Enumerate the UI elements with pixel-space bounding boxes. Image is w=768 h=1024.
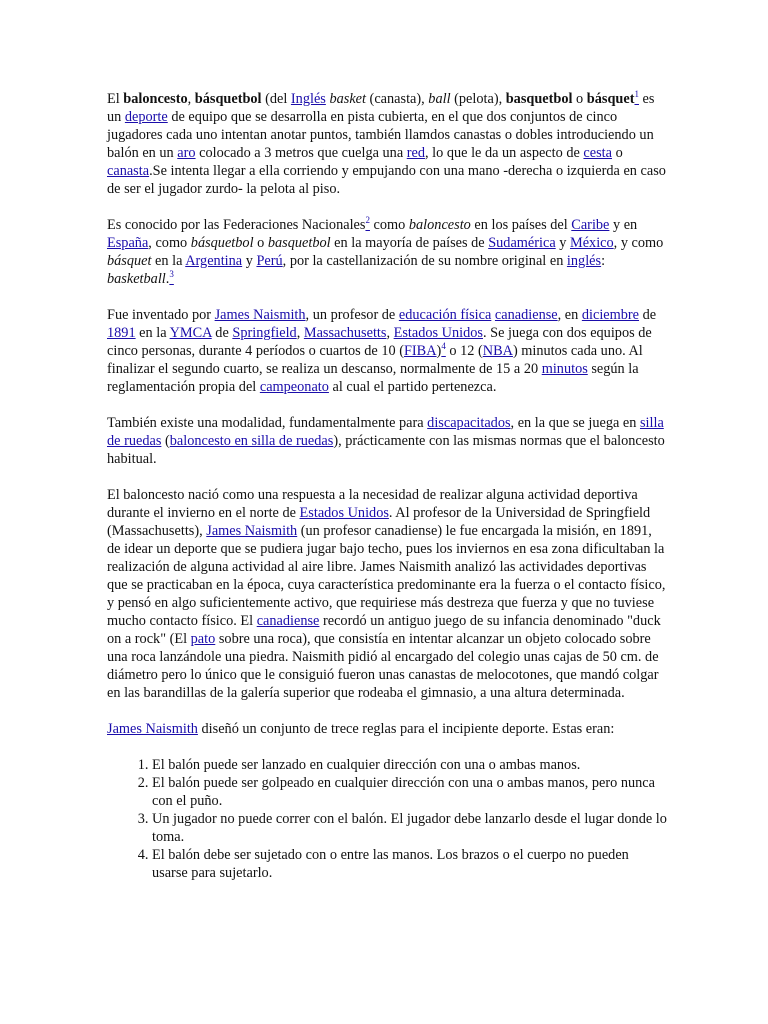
text-run: es un (107, 91, 655, 125)
link-text: YMCA (169, 325, 212, 341)
link-text: 4 (441, 341, 446, 352)
text-run: , en (557, 307, 582, 323)
text-run: al cual el partido pertenezca. (328, 379, 497, 395)
italic-term: basket (329, 91, 366, 107)
link-text: 1891 (107, 325, 136, 341)
link-text: diciembre (581, 307, 640, 323)
link-text: Estados Unidos (299, 505, 389, 521)
wiki-link[interactable] (394, 325, 483, 341)
link-text: Springfield (232, 325, 297, 341)
text-run: sobre una roca), que consistía en intentar alcanzar un objeto colocado sobre una roca lanzándole una piedra. Naismith pidió al encargado del colegio unas cajas de 50 cm. de diámetro pero lo único que le consiguió fueron unas canastas de melocotones, que mandó colgar en las barandillas de la galería superior que rodeaba el gimnasio, a una altura determinada. (107, 631, 659, 701)
text-run: de (211, 325, 233, 341)
text-run: o 12 ( (445, 343, 483, 359)
wiki-link[interactable] (170, 433, 334, 449)
text-run: : (601, 253, 606, 269)
link-text: campeonato (259, 379, 329, 395)
link-text: silla de ruedas (107, 415, 664, 449)
wiki-link[interactable] (215, 307, 306, 323)
wiki-link[interactable] (107, 235, 148, 251)
text-run: o (253, 235, 268, 251)
text-run: diseñó un conjunto de trece reglas para el incipiente deporte. Estas eran: (197, 721, 615, 737)
text-run: , como (148, 235, 191, 251)
wiki-link[interactable] (582, 307, 639, 323)
paragraph-5 (107, 486, 667, 702)
italic-term: basketball (107, 271, 166, 287)
text-run: (un profesor canadiense) le fue encargada la misión, en 1891, de idear un deporte que se pudiera jugar bajo techo, pues los inviernos en esa zona dificultaban la realización de alguna actividad al aire libre. James Naismith analizó las actividades deportivas que se practicaban en la época, cuya característica predominante era la fuerza o el contacto físico, y pensó en algo suficientemente activo, que requiriese más destreza que fuerza y que no tuviese mucho contacto físico. El (107, 523, 666, 629)
wiki-link[interactable] (185, 253, 242, 269)
wiki-link[interactable] (567, 253, 601, 269)
link-text: minutos (541, 361, 588, 377)
text-run: según la reglamentación propia del (107, 361, 639, 395)
text-run: o (572, 91, 587, 107)
wiki-link[interactable] (107, 163, 149, 179)
link-text: Perú (256, 253, 283, 269)
wiki-link[interactable] (170, 325, 212, 341)
text-run: (pelota), (450, 91, 506, 107)
text-run: . Se juega con dos equipos de cinco personas, durante 4 períodos o cuartos de 10 ( (107, 325, 652, 359)
text-run: (canasta), (365, 91, 429, 107)
wiki-link[interactable] (488, 235, 555, 251)
text-run: recordó un antiguo juego de su infancia denominado "duck on a rock" (El (107, 613, 661, 647)
bold-term: básquet (586, 91, 635, 107)
wiki-link[interactable] (399, 307, 491, 323)
wiki-link[interactable] (177, 145, 195, 161)
text-run: , (187, 91, 195, 107)
link-text: inglés (566, 253, 602, 269)
document-page (107, 90, 667, 882)
text-run: y (555, 235, 570, 251)
text-run: , y como (613, 235, 664, 251)
rule-item: 2. El balón puede ser golpeado en cualquier dirección con una o ambas manos, pero nunca con el puño. (152, 774, 667, 810)
rule-item: 1. El balón puede ser lanzado en cualquier dirección con una o ambas manos. (152, 756, 667, 774)
italic-term: básquet (107, 253, 152, 269)
link-text: deporte (124, 109, 168, 125)
link-text: Massachusetts (303, 325, 387, 341)
text-run: colocado a 3 metros que cuelga una (195, 145, 407, 161)
text-run: , un profesor de (305, 307, 399, 323)
wiki-link[interactable] (206, 523, 297, 539)
text-run: , (296, 325, 304, 341)
link-text: baloncesto en silla de ruedas (169, 433, 334, 449)
link-text: James Naismith (107, 721, 198, 737)
text-run: , lo que le da un aspecto de (425, 145, 584, 161)
text-run: como (369, 217, 409, 233)
link-text: Sudamérica (488, 235, 556, 251)
wiki-link[interactable] (407, 145, 425, 161)
link-text: red (406, 145, 426, 161)
text-run: , en la que se juega en (510, 415, 640, 431)
text-run: También existe una modalidad, fundamentalmente para (107, 415, 428, 431)
rules-list (107, 756, 667, 882)
link-text: James Naismith (214, 307, 306, 323)
text-run: . (165, 271, 170, 287)
text-run: y en (609, 217, 638, 233)
wiki-link[interactable] (570, 235, 614, 251)
wiki-link[interactable] (125, 109, 168, 125)
text-run: en los países del (470, 217, 572, 233)
link-text: 1 (634, 89, 639, 100)
paragraph-4 (107, 414, 667, 468)
paragraph-3 (107, 306, 667, 396)
link-text: canasta (107, 163, 150, 179)
text-run: , por la castellanización de su nombre original en (282, 253, 567, 269)
text-run: en la (135, 325, 170, 341)
text-run: de equipo que se desarrolla en pista cubierta, en el que dos conjuntos de cinco jugadores cada uno intentan anotar puntos, también llamdos canastas o dobles introduciendo un balón en un (107, 109, 654, 161)
wiki-link[interactable] (571, 217, 609, 233)
wiki-link[interactable] (304, 325, 387, 341)
wiki-link[interactable] (107, 325, 136, 341)
text-run: ( (161, 433, 170, 449)
wiki-link[interactable] (427, 415, 510, 431)
text-run: y (242, 253, 257, 269)
paragraph-1 (107, 90, 667, 198)
italic-term: ball (428, 91, 451, 107)
text-run: .Se intenta llegar a ella corriendo y empujando con una mano -derecha o izquierda en caso de ser el jugador zurdo- la pelota al piso. (107, 163, 666, 197)
link-text: educación física (398, 307, 492, 323)
link-text: canadiense (494, 307, 558, 323)
wiki-link[interactable] (542, 361, 588, 377)
link-text: Caribe (571, 217, 610, 233)
text-run: El baloncesto nació como una respuesta a la necesidad de realizar alguna actividad deportiva durante el invierno en el norte de (107, 487, 638, 521)
wiki-link[interactable] (257, 613, 320, 629)
italic-term: basquetbol (267, 235, 331, 251)
link-text: NBA (482, 343, 513, 359)
link-text: discapacitados (427, 415, 511, 431)
link-text: pato (190, 631, 216, 647)
italic-term: baloncesto (408, 217, 471, 233)
paragraph-6 (107, 720, 667, 738)
text-run: o (612, 145, 623, 161)
text-run: Es conocido por las Federaciones Nacionales (107, 217, 366, 233)
link-text: Argentina (185, 253, 243, 269)
text-run: Fue inventado por (107, 307, 215, 323)
wiki-link[interactable] (483, 343, 513, 359)
link-text: canadiense (256, 613, 320, 629)
text-run: ), prácticamente con las mismas normas que el baloncesto habitual. (107, 433, 665, 467)
link-text: cesta (583, 145, 612, 161)
bold-term: baloncesto (123, 91, 188, 107)
paragraph-2 (107, 216, 667, 288)
link-text: 3 (169, 269, 174, 280)
footnote-link[interactable] (169, 271, 174, 287)
wiki-link[interactable] (404, 343, 437, 359)
wiki-link[interactable] (191, 631, 216, 647)
wiki-link[interactable] (300, 505, 389, 521)
text-run: en la (151, 253, 186, 269)
rule-item: 3. Un jugador no puede correr con el balón. El jugador debe lanzarlo desde el lugar donde lo toma. (152, 810, 667, 846)
article-body (107, 90, 667, 738)
wiki-link[interactable] (583, 145, 612, 161)
text-run: (del (261, 91, 291, 107)
italic-term: básquetbol (190, 235, 254, 251)
link-text: James Naismith (206, 523, 298, 539)
wiki-link[interactable] (256, 253, 282, 269)
wiki-link[interactable] (495, 307, 558, 323)
link-text: Estados Unidos (393, 325, 483, 341)
wiki-link[interactable] (291, 91, 326, 107)
link-text: aro (177, 145, 196, 161)
wiki-link[interactable] (107, 721, 198, 737)
wiki-link[interactable] (260, 379, 329, 395)
link-text: FIBA (403, 343, 437, 359)
text-run: , (386, 325, 394, 341)
text-run: ) minutos cada uno. Al finalizar el segundo cuarto, se realiza un descanso, normalmente de 15 a 20 (107, 343, 643, 377)
link-text: Inglés (290, 91, 326, 107)
link-text: México (569, 235, 614, 251)
text-run: de (639, 307, 657, 323)
link-text: España (107, 235, 149, 251)
text-run: . Al profesor de la Universidad de Springfield (Massachusetts), (107, 505, 651, 539)
link-text: 2 (365, 215, 370, 226)
text-run: en la mayoría de países de (330, 235, 489, 251)
bold-term: básquetbol (194, 91, 262, 107)
wiki-link[interactable] (232, 325, 296, 341)
rule-item: 4. El balón debe ser sujetado con o entre las manos. Los brazos o el cuerpo no pueden usarse para sujetarlo. (152, 846, 667, 882)
text-run: El (107, 91, 124, 107)
bold-term: basquetbol (505, 91, 573, 107)
text-run: ) (436, 343, 442, 359)
